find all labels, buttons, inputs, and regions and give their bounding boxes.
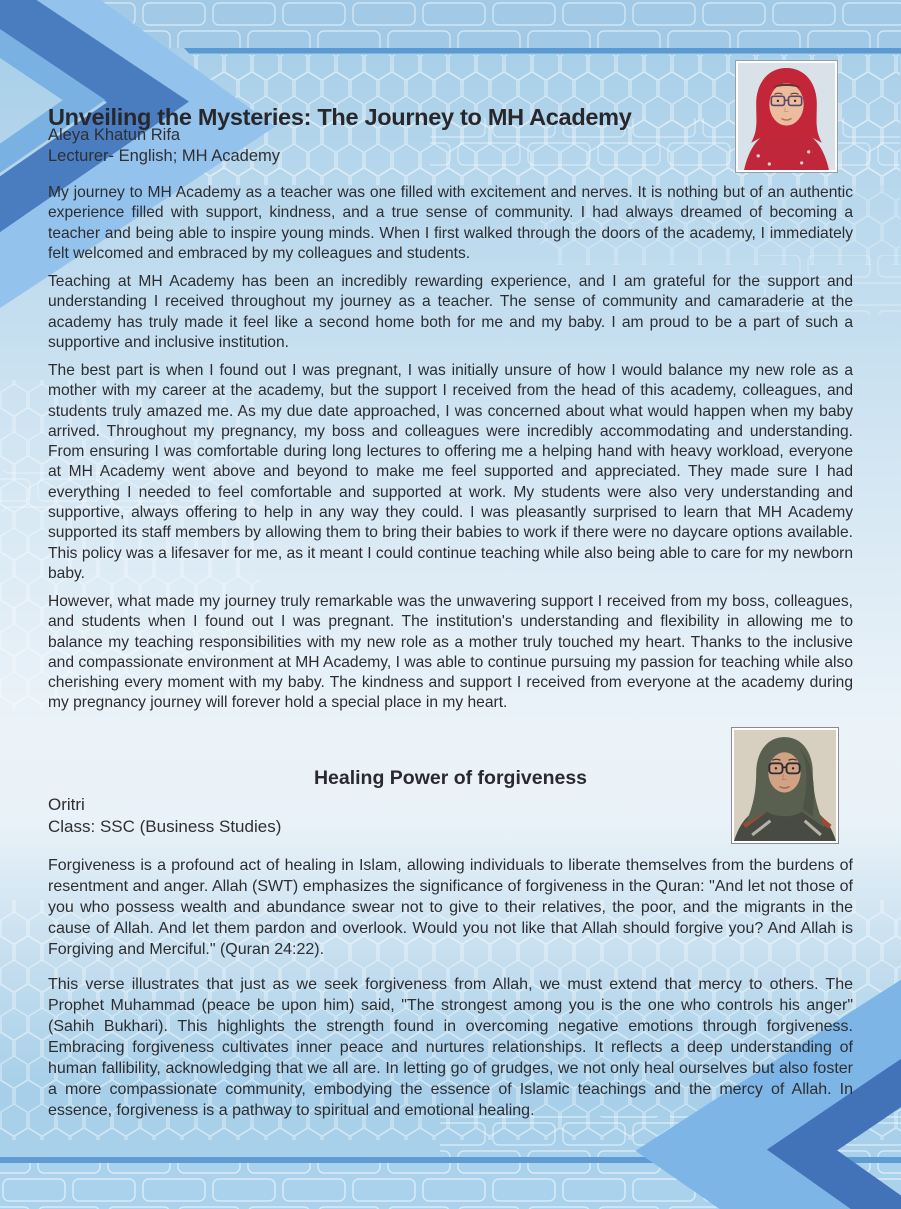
portrait-red-hijab <box>738 63 835 170</box>
article2-author-class: Class: SSC (Business Studies) <box>48 816 282 836</box>
article1-photo <box>735 60 838 173</box>
article2-byline <box>48 794 281 837</box>
article2-title: Healing Power of forgiveness <box>313 767 588 790</box>
article1-paragraph: My journey to MH Academy as a teacher was one filled with excitement and nerves. It is nothing but of an authentic experience filled with support, kindness, and a true sense of community. I had always dreamed of becoming a teacher and being able to inspire young minds. When I first walked through the doors of the academy, I immediately felt welcomed and embraced by my colleagues and students. <box>48 184 853 262</box>
article1-paragraph: However, what made my journey truly remarkable was the unwavering support I received from my boss, colleagues, and students when I found out I was pregnant. The institution's understanding and flexibility in allowing me to balance my teaching responsibilities with my new role as a mother truly touched my heart. Thanks to the inclusive and compassionate environment at MH Academy, I was able to continue pursuing my passion for teaching while also cherishing every moment with my baby. The kindness and support I received from everyone at the academy during my pregnancy journey will forever hold a special place in my heart. <box>48 593 853 712</box>
portrait-olive-hijab <box>734 730 836 841</box>
article2-photo <box>731 727 839 844</box>
article2-body <box>48 855 853 1121</box>
article2-paragraph: Forgiveness is a profound act of healing in Islam, allowing individuals to liberate themselves from the burdens of resentment and anger. Allah (SWT) emphasizes the significance of forgiveness in the Quran: "And let not those of you who possess wealth and abundance swear not to give to their relatives, the poor, and the migrants in the cause of Allah. And let them pardon and overlook. Would you not like that Allah should forgive you? And Allah is Forgiving and Merciful." (Quran 24:22). <box>48 857 853 959</box>
article1-title: Unveiling the Mysteries: The Journey to MH Academy <box>48 103 632 130</box>
article1-author-name: Aleya Khatun Rifa <box>48 126 181 144</box>
article1-paragraph: Teaching at MH Academy has been an incredibly rewarding experience, and I am grateful for the support and understanding I received throughout my journey as a teacher. The sense of community and camaraderie at the academy has truly made it feel like a second home both for me and my baby. I am proud to be a part of such a supportive and inclusive institution. <box>48 273 853 351</box>
article2-author-name: Oritri <box>48 795 85 814</box>
article1-paragraph: The best part is when I found out I was pregnant, I was initially unsure of how I would balance my new role as a mother with my career at the academy, but the support I received from the head of this academy, colleagues, and students truly amazed me. As my due date approached, I was concerned about what would happen when my baby arrived. Throughout my pregnancy, my boss and colleagues were incredibly accommodating and understanding. From ensuring I was comfortable during long lectures to offering me a helping hand with heavy workload, everyone at MH Academy went above and beyond to make me feel supported and appreciated. They made sure I had everything I needed to feel comfortable and supported at work. My students were also very understanding and supportive, always offering to help in any way they could. I was pleasantly surprised to learn that MH Academy supported its staff members by allowing them to bring their babies to work if there were no daycare options available. This policy was a lifesaver for me, as it meant I could continue teaching while also being able to care for my newborn baby. <box>48 362 853 582</box>
article2-paragraph: This verse illustrates that just as we seek forgiveness from Allah, we must extend that mercy to others. The Prophet Muhammad (peace be upon him) said, "The strongest among you is the one who controls his anger" (Sahih Bukhari). This highlights the strength found in overcoming negative emotions through forgiveness. Embracing forgiveness cultivates inner peace and nurtures relationships. It reflects a deep understanding of human fallibility, acknowledging that we all are. In letting go of grudges, we not only heal ourselves but also foster a more compassionate community, embodying the essence of Islamic teachings and the mercy of Allah. In essence, forgiveness is a pathway to spiritual and emotional healing. <box>48 975 853 1120</box>
article1-author-role: Lecturer- English; MH Academy <box>48 146 281 165</box>
article1-byline <box>48 125 280 167</box>
article1-body <box>48 183 853 714</box>
